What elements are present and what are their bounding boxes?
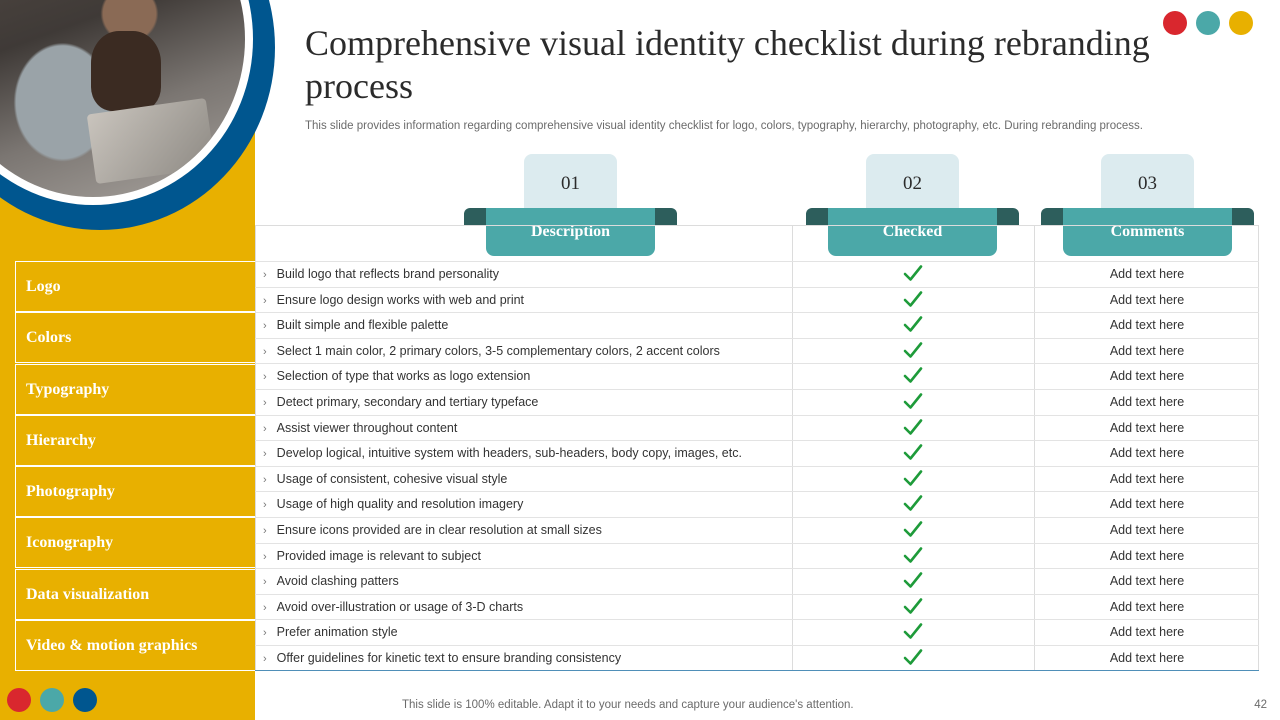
check-icon <box>895 290 931 312</box>
chevron-right-icon: › <box>263 473 267 486</box>
category-label: Logo <box>15 261 255 312</box>
table-row <box>255 261 1259 287</box>
chevron-right-icon: › <box>263 294 267 307</box>
check-icon <box>895 520 931 542</box>
table-header-frame <box>255 225 1259 261</box>
row-comment: Add text here <box>1109 497 1185 512</box>
row-description: Prefer animation style <box>276 625 398 640</box>
column-header-checked: Checked <box>828 208 997 256</box>
check-icon <box>895 443 931 465</box>
row-description: Offer guidelines for kinetic text to ensure branding consistency <box>276 651 622 665</box>
decorative-dots-top <box>1163 11 1253 35</box>
team-photo <box>0 0 245 197</box>
table-row <box>255 287 1259 313</box>
row-description: Detect primary, secondary and tertiary typeface <box>276 395 539 409</box>
table-row <box>255 389 1259 415</box>
table-row <box>255 415 1259 441</box>
row-description: Develop logical, intuitive system with headers, sub-headers, body copy, images, etc. <box>276 446 742 461</box>
check-icon <box>895 648 931 670</box>
chevron-right-icon: › <box>263 422 267 435</box>
row-description: Ensure icons provided are in clear resolution at small sizes <box>276 523 602 537</box>
row-comment: Add text here <box>1109 574 1185 589</box>
row-description: Provided image is relevant to subject <box>276 548 481 563</box>
chevron-right-icon: › <box>263 525 267 537</box>
chevron-right-icon: › <box>263 499 267 512</box>
yellow-dot-icon <box>1229 11 1253 35</box>
check-icon <box>895 571 931 593</box>
column-number-checked: 02 <box>866 154 959 210</box>
row-comment: Add text here <box>1109 318 1185 333</box>
row-description: Avoid over-illustration or usage of 3-D charts <box>276 599 524 614</box>
red-dot-icon <box>1163 11 1187 35</box>
row-comment: Add text here <box>1109 369 1185 384</box>
table-row <box>255 440 1259 466</box>
check-icon <box>895 315 931 337</box>
teal-dot-icon <box>1196 11 1220 35</box>
check-icon <box>895 366 931 388</box>
row-comment: Add text here <box>1109 599 1185 614</box>
table-row <box>255 517 1259 543</box>
row-description: Built simple and flexible palette <box>276 318 449 333</box>
table-row <box>255 594 1259 620</box>
footer-note: This slide is 100% editable. Adapt it to your needs and capture your audience's attention. <box>402 699 854 711</box>
row-description: Usage of consistent, cohesive visual style <box>276 471 508 486</box>
chevron-right-icon: › <box>263 550 267 563</box>
row-comment: Add text here <box>1109 267 1185 281</box>
category-label: Typography <box>15 364 255 415</box>
red-dot-icon <box>7 688 31 712</box>
row-description: Selection of type that works as logo extension <box>276 369 531 384</box>
chevron-right-icon: › <box>263 345 267 358</box>
check-icon <box>895 418 931 440</box>
table-row <box>255 619 1259 645</box>
row-description: Usage of high quality and resolution imagery <box>276 497 524 512</box>
slide-subtitle: This slide provides information regarding comprehensive visual identity checklist for logo, colors, typography, hierarchy, photography, etc. During rebranding process. <box>305 120 1144 132</box>
chevron-right-icon: › <box>263 576 267 589</box>
check-icon <box>895 546 931 568</box>
chevron-right-icon: › <box>263 397 267 409</box>
category-label: Colors <box>15 312 255 363</box>
row-comment: Add text here <box>1109 651 1185 665</box>
chevron-right-icon: › <box>263 320 267 333</box>
row-comment: Add text here <box>1109 471 1185 486</box>
decorative-dots-bottom <box>7 688 97 712</box>
table-row <box>255 363 1259 389</box>
column-number-comments: 03 <box>1101 154 1194 210</box>
chevron-right-icon: › <box>263 448 267 461</box>
category-label: Data visualization <box>15 569 255 620</box>
chevron-right-icon: › <box>263 627 267 640</box>
table-row <box>255 568 1259 594</box>
category-label: Iconography <box>15 517 255 568</box>
row-comment: Add text here <box>1109 343 1185 358</box>
row-description: Select 1 main color, 2 primary colors, 3-5 complementary colors, 2 accent colors <box>276 343 720 358</box>
row-comment: Add text here <box>1109 446 1185 461</box>
table-row <box>255 491 1259 517</box>
row-comment: Add text here <box>1109 292 1185 307</box>
row-comment: Add text here <box>1109 523 1185 537</box>
check-icon <box>895 264 931 286</box>
chevron-right-icon: › <box>263 653 267 665</box>
chevron-right-icon: › <box>263 371 267 384</box>
table-row <box>255 543 1259 569</box>
row-comment: Add text here <box>1109 548 1185 563</box>
column-header-comments: Comments <box>1063 208 1232 256</box>
table-row <box>255 466 1259 492</box>
table-row <box>255 645 1259 671</box>
chevron-right-icon: › <box>263 601 267 614</box>
column-header-description: Description <box>486 208 655 256</box>
row-description: Avoid clashing patters <box>276 574 399 589</box>
table-row <box>255 312 1259 338</box>
row-description: Assist viewer throughout content <box>276 420 458 435</box>
check-icon <box>895 341 931 363</box>
check-icon <box>895 392 931 414</box>
category-label: Photography <box>15 466 255 517</box>
check-icon <box>895 597 931 619</box>
check-icon <box>895 622 931 644</box>
category-label: Hierarchy <box>15 415 255 466</box>
chevron-right-icon: › <box>263 269 267 281</box>
teal-dot-icon <box>40 688 64 712</box>
row-comment: Add text here <box>1109 395 1185 409</box>
check-icon <box>895 469 931 491</box>
blue-dot-icon <box>73 688 97 712</box>
row-description: Ensure logo design works with web and print <box>276 292 525 307</box>
row-description: Build logo that reflects brand personality <box>276 267 500 281</box>
page-number: 42 <box>1254 699 1267 711</box>
column-number-description: 01 <box>524 154 617 210</box>
row-comment: Add text here <box>1109 420 1185 435</box>
category-label: Video & motion graphics <box>15 620 255 671</box>
table-row <box>255 338 1259 364</box>
slide-title: Comprehensive visual identity checklist during rebranding process <box>305 23 1150 106</box>
check-icon <box>895 494 931 516</box>
row-comment: Add text here <box>1109 625 1185 640</box>
